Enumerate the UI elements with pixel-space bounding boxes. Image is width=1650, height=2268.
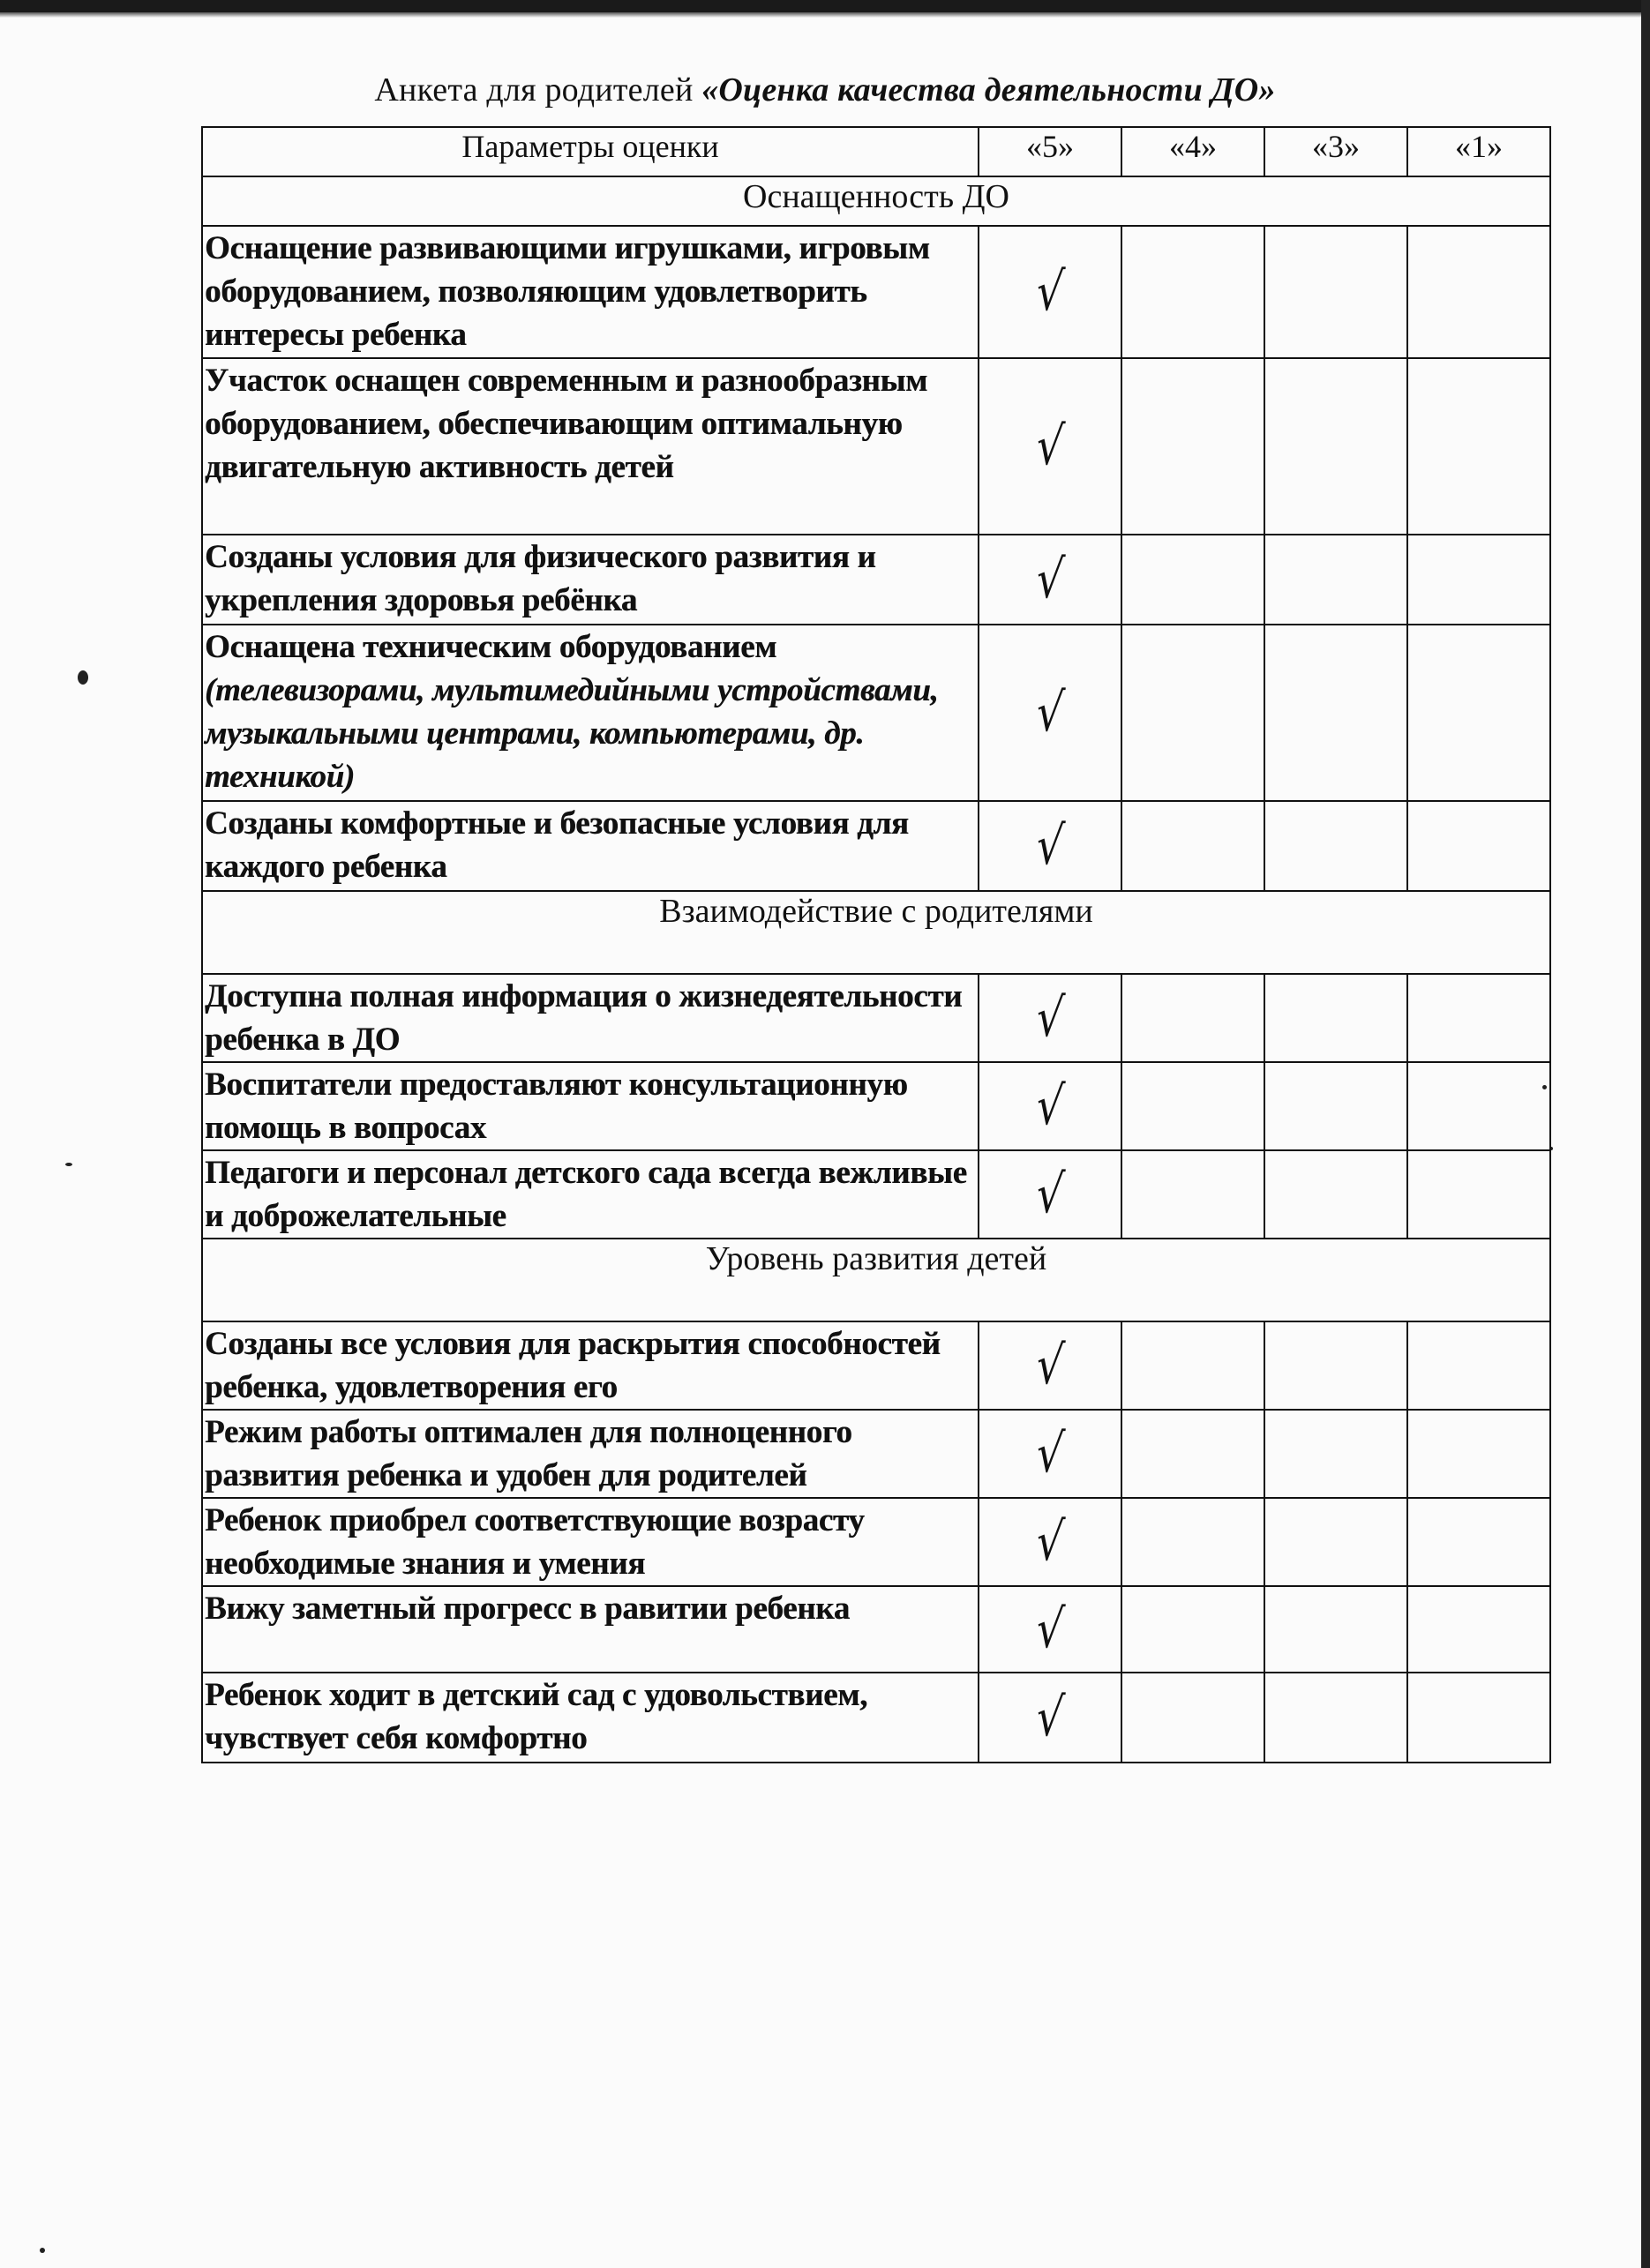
score-1-cell[interactable] [1407, 1586, 1550, 1673]
parameter-cell [202, 358, 979, 535]
parameter-cell [202, 1321, 979, 1410]
score-1-cell[interactable] [1407, 1673, 1550, 1763]
score-3-cell[interactable] [1264, 801, 1407, 891]
section-row [202, 176, 1550, 226]
score-4-cell[interactable] [1121, 974, 1264, 1062]
checkmark-icon: √ [1033, 549, 1067, 610]
checkmark-icon: √ [1033, 1598, 1067, 1660]
score-3-cell[interactable] [1264, 1673, 1407, 1763]
page-title [0, 71, 1650, 109]
parameter-text: Участок оснащен современным и разнообразным оборудованием, обеспечивающим оптимальную двигательную активность детей [205, 363, 928, 485]
score-4-cell[interactable] [1121, 1586, 1264, 1673]
score-4-cell[interactable] [1121, 1150, 1264, 1239]
parameter-text: Педагоги и персонал детского сада всегда вежливые и доброжелательные [205, 1155, 967, 1234]
score-5-cell[interactable] [979, 226, 1121, 358]
score-1-cell[interactable] [1407, 801, 1550, 891]
parameter-cell [202, 226, 979, 358]
score-5-cell[interactable] [979, 974, 1121, 1062]
score-4-cell[interactable] [1121, 1062, 1264, 1150]
score-3-cell[interactable] [1264, 625, 1407, 801]
parameter-text: Ребенок ходит в детский сад с удовольствием, чувствует себя комфортно [205, 1677, 868, 1756]
scan-edge-right [1641, 0, 1650, 2268]
score-5-cell[interactable] [979, 1498, 1121, 1586]
score-4-cell[interactable] [1121, 1321, 1264, 1410]
table-row [202, 801, 1550, 891]
parameter-cell [202, 801, 979, 891]
scan-speck [40, 2248, 45, 2253]
table-row [202, 1062, 1550, 1150]
score-4-cell[interactable] [1121, 358, 1264, 535]
score-4-cell[interactable] [1121, 1410, 1264, 1498]
score-1-cell[interactable] [1407, 1321, 1550, 1410]
checkmark-icon: √ [1033, 1335, 1067, 1396]
score-3-cell[interactable] [1264, 1321, 1407, 1410]
header-score-1: «1» [1407, 127, 1550, 176]
score-4-cell[interactable] [1121, 535, 1264, 625]
checkmark-icon: √ [1033, 1075, 1067, 1137]
score-5-cell[interactable] [979, 1410, 1121, 1498]
parameter-cell [202, 974, 979, 1062]
score-3-cell[interactable] [1264, 1150, 1407, 1239]
score-4-cell[interactable] [1121, 801, 1264, 891]
section-row [202, 891, 1550, 974]
section-title: Оснащенность ДО [202, 176, 1550, 226]
table-row [202, 1321, 1550, 1410]
score-1-cell[interactable] [1407, 1062, 1550, 1150]
parameter-cell [202, 1410, 979, 1498]
parameter-text: Воспитатели предоставляют консультационную помощь в вопросах [205, 1067, 908, 1146]
score-5-cell[interactable] [979, 801, 1121, 891]
score-5-cell[interactable] [979, 358, 1121, 535]
parameter-text: Оснащена техническим оборудованием [205, 629, 777, 665]
scan-edge-top [0, 0, 1650, 12]
assessment-table [201, 126, 1551, 1763]
score-3-cell[interactable] [1264, 1410, 1407, 1498]
score-5-cell[interactable] [979, 1321, 1121, 1410]
score-5-cell[interactable] [979, 625, 1121, 801]
title-plain: Анкета для родителей [374, 71, 702, 109]
parameter-cell [202, 1498, 979, 1586]
table-row [202, 1150, 1550, 1239]
parameter-text: Ребенок приобрел соответствующие возрасту необходимые знания и умения [205, 1502, 865, 1582]
checkmark-icon: √ [1033, 1687, 1067, 1748]
score-4-cell[interactable] [1121, 1498, 1264, 1586]
score-4-cell[interactable] [1121, 1673, 1264, 1763]
header-parameters: Параметры оценки [202, 127, 979, 176]
parameter-text: Созданы условия для физического развития и укрепления здоровья ребёнка [205, 539, 876, 618]
parameter-cell [202, 1586, 979, 1673]
table-row [202, 1673, 1550, 1763]
score-5-cell[interactable] [979, 1673, 1121, 1763]
score-3-cell[interactable] [1264, 1586, 1407, 1673]
table-row [202, 358, 1550, 535]
header-score-3: «3» [1264, 127, 1407, 176]
score-5-cell[interactable] [979, 1150, 1121, 1239]
table-row [202, 1410, 1550, 1498]
parameter-text: Созданы комфортные и безопасные условия для каждого ребенка [205, 805, 909, 885]
table-body [202, 176, 1550, 1763]
score-3-cell[interactable] [1264, 974, 1407, 1062]
checkmark-icon: √ [1033, 261, 1067, 323]
parameter-text: Вижу заметный прогресс в равитии ребенка [205, 1591, 850, 1627]
parameter-text: Созданы все условия для раскрытия способностей ребенка, удовлетворения его [205, 1326, 941, 1405]
score-4-cell[interactable] [1121, 625, 1264, 801]
checkmark-icon: √ [1033, 815, 1067, 877]
parameter-cell [202, 1062, 979, 1150]
header-score-5: «5» [979, 127, 1121, 176]
title-emphasis: «Оценка качества деятельности ДО» [701, 71, 1276, 109]
score-5-cell[interactable] [979, 1586, 1121, 1673]
section-row [202, 1239, 1550, 1321]
parameter-text: Доступна полная информация о жизнедеятельности ребенка в ДО [205, 978, 963, 1058]
parameter-text-italic: (телевизорами, мультимедийными устройствами, музыкальными центрами, компьютерами, др. техникой) [205, 672, 939, 795]
table-row [202, 226, 1550, 358]
score-3-cell[interactable] [1264, 1062, 1407, 1150]
scan-speck [65, 1163, 72, 1166]
score-3-cell[interactable] [1264, 358, 1407, 535]
score-5-cell[interactable] [979, 1062, 1121, 1150]
parameter-cell [202, 535, 979, 625]
score-3-cell[interactable] [1264, 535, 1407, 625]
parameter-text: Оснащение развивающими игрушками, игровым оборудованием, позволяющим удовлетворить интересы ребенка [205, 230, 930, 353]
table-row [202, 1586, 1550, 1673]
checkmark-icon: √ [1033, 1423, 1067, 1485]
score-3-cell[interactable] [1264, 1498, 1407, 1586]
score-1-cell[interactable] [1407, 1410, 1550, 1498]
score-1-cell[interactable] [1407, 535, 1550, 625]
header-row [202, 127, 1550, 176]
table-row [202, 535, 1550, 625]
table-row [202, 625, 1550, 801]
checkmark-icon: √ [1033, 987, 1067, 1049]
table-row [202, 974, 1550, 1062]
score-1-cell[interactable] [1407, 1150, 1550, 1239]
checkmark-icon: √ [1033, 415, 1067, 477]
table-row [202, 1498, 1550, 1586]
score-1-cell[interactable] [1407, 226, 1550, 358]
parameter-text: Режим работы оптимален для полноценного развития ребенка и удобен для родителей [205, 1414, 852, 1493]
score-3-cell[interactable] [1264, 226, 1407, 358]
scan-speck [78, 670, 88, 685]
score-1-cell[interactable] [1407, 625, 1550, 801]
checkmark-icon: √ [1033, 1511, 1067, 1573]
section-title: Взаимодействие с родителями [202, 891, 1550, 974]
parameter-cell [202, 625, 979, 801]
parameter-cell [202, 1673, 979, 1763]
score-1-cell[interactable] [1407, 1498, 1550, 1586]
section-title: Уровень развития детей [202, 1239, 1550, 1321]
header-score-4: «4» [1121, 127, 1264, 176]
score-5-cell[interactable] [979, 535, 1121, 625]
checkmark-icon: √ [1033, 682, 1067, 744]
score-1-cell[interactable] [1407, 974, 1550, 1062]
score-1-cell[interactable] [1407, 358, 1550, 535]
parameter-cell [202, 1150, 979, 1239]
checkmark-icon: √ [1033, 1164, 1067, 1225]
score-4-cell[interactable] [1121, 226, 1264, 358]
